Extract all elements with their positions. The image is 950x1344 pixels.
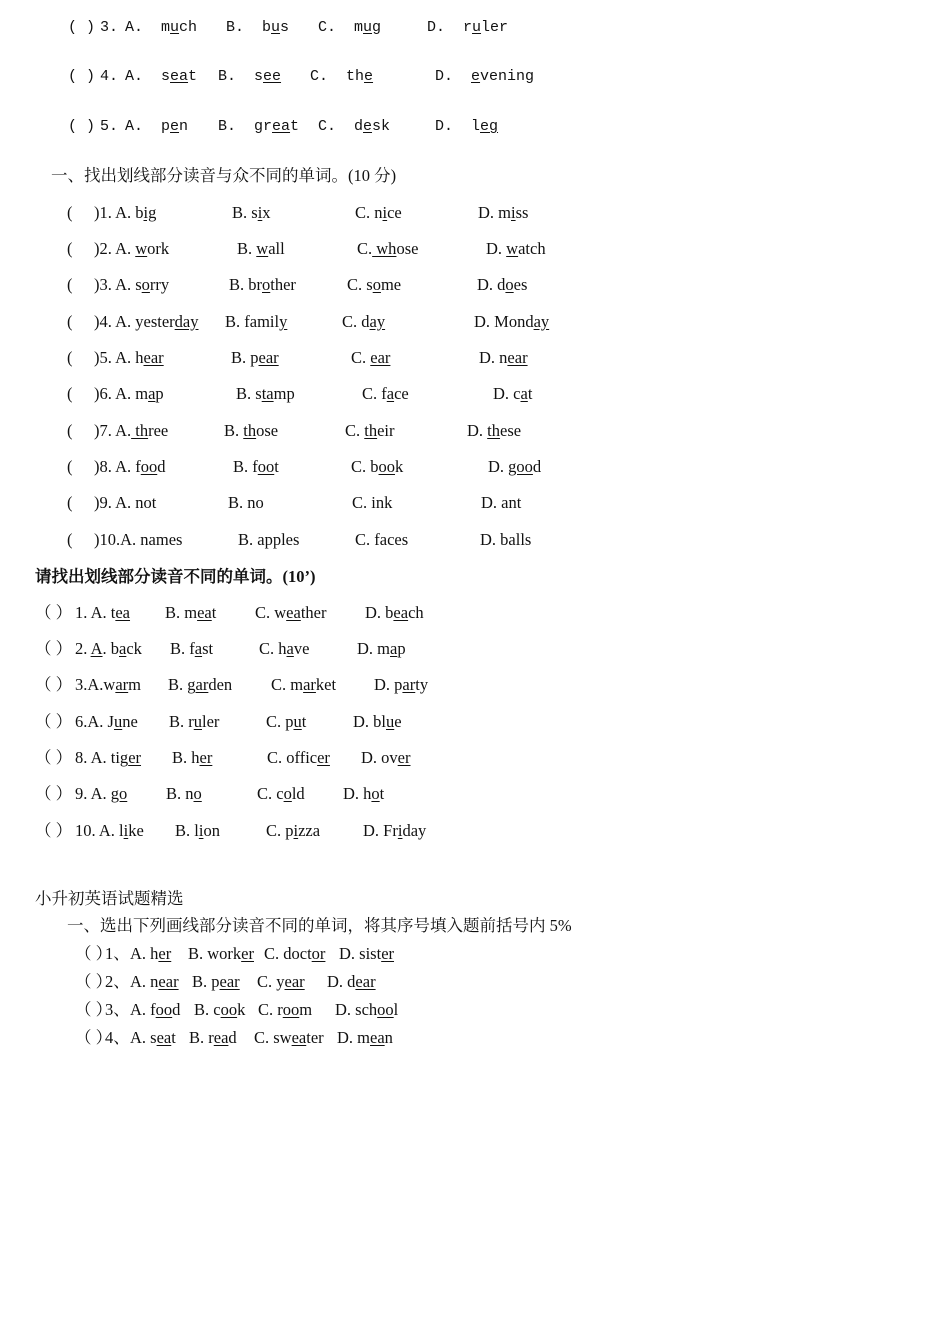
answer-bracket[interactable]: ( — [67, 384, 73, 403]
answer-bracket[interactable]: ( — [67, 203, 73, 222]
option-a: )7. A. three — [94, 421, 169, 440]
option-c: C. market — [271, 675, 337, 694]
option-c: C. face — [362, 384, 409, 403]
option-c: C. some — [347, 275, 402, 294]
option-b: B. apples — [238, 530, 300, 549]
option-b: B. six — [232, 203, 271, 222]
option-d: D. ruler — [427, 19, 509, 36]
option-c: C. nice — [355, 203, 402, 222]
option-a: A. near — [130, 972, 179, 991]
option-d: D. over — [361, 748, 411, 767]
option-a: A. food — [130, 1000, 181, 1019]
option-a: 1. A. tea — [75, 603, 131, 622]
option-d: D. blue — [353, 712, 402, 731]
option-c: C. room — [258, 1000, 313, 1019]
option-d: D. evening — [435, 68, 535, 85]
option-b: B. family — [225, 312, 288, 331]
option-b: B. no — [228, 493, 264, 512]
option-d: D. ant — [481, 493, 522, 512]
option-b: B. garden — [168, 675, 233, 694]
option-a: )8. A. food — [94, 457, 166, 476]
option-d: D. good — [488, 457, 542, 476]
answer-bracket[interactable]: （ ） — [35, 639, 73, 658]
option-c: C. their — [345, 421, 395, 440]
section-title: 一、选出下列画线部分读音不同的单词，将其序号填入题前括号内 5% — [67, 916, 572, 935]
answer-bracket[interactable]: ( ) — [68, 118, 96, 135]
option-d: D. sister — [339, 944, 395, 963]
question-number: 3、 — [105, 1000, 130, 1019]
option-a: 9. A. go — [75, 784, 128, 803]
option-d: D. party — [374, 675, 429, 694]
answer-bracket[interactable]: ( — [67, 530, 73, 549]
option-a: 2. A. back — [75, 639, 142, 658]
option-b: B. wall — [237, 239, 285, 258]
option-d: D. cat — [493, 384, 533, 403]
option-a: A. much — [125, 19, 198, 36]
question-number: 1、 — [105, 944, 130, 963]
option-a: )9. A. not — [94, 493, 157, 512]
option-c: C. mug — [318, 19, 382, 36]
option-c: C. pizza — [266, 821, 321, 840]
option-a: )2. A. work — [94, 239, 170, 258]
option-d: D. Monday — [474, 312, 550, 331]
option-d: D. watch — [486, 239, 546, 258]
answer-bracket[interactable]: （ ） — [75, 972, 113, 991]
option-b: B. read — [189, 1028, 237, 1047]
option-a: 3.A.warm — [75, 675, 142, 694]
answer-bracket[interactable]: ( — [67, 457, 73, 476]
answer-bracket[interactable]: ( — [67, 239, 73, 258]
question-number: 3. — [100, 19, 119, 36]
option-d: D. dear — [327, 972, 376, 991]
document-heading: 小升初英语试题精选 — [35, 889, 184, 908]
option-a: 6.A. June — [75, 712, 138, 731]
option-c: C. faces — [355, 530, 409, 549]
section-title: 一、找出划线部分读音与众不同的单词。(10 分) — [51, 166, 397, 185]
option-a: A. seat — [125, 68, 198, 85]
answer-bracket[interactable]: ( — [67, 421, 73, 440]
option-d: D. near — [479, 348, 528, 367]
option-c: C. year — [257, 972, 305, 991]
answer-bracket[interactable]: （ ） — [35, 748, 73, 767]
option-c: C. the — [310, 68, 374, 85]
question-number: 2、 — [105, 972, 130, 991]
answer-bracket[interactable]: ( — [67, 348, 73, 367]
option-b: B. brother — [229, 275, 296, 294]
answer-bracket[interactable]: （ ） — [35, 784, 73, 803]
option-d: D. balls — [480, 530, 532, 549]
option-a: A. seat — [130, 1028, 176, 1047]
option-a: )10.A. names — [94, 530, 183, 549]
option-b: B. fast — [170, 639, 214, 658]
option-d: D. map — [357, 639, 406, 658]
option-a: 10. A. like — [75, 821, 144, 840]
option-c: C. ink — [352, 493, 393, 512]
answer-bracket[interactable]: （ ） — [75, 1028, 113, 1047]
option-b: B. no — [166, 784, 202, 803]
option-a: )4. A. yesterday — [94, 312, 199, 331]
section-title: 请找出划线部分读音不同的单词。(10’) — [35, 567, 316, 586]
option-b: B. pear — [192, 972, 240, 991]
option-d: D. Friday — [363, 821, 427, 840]
option-d: D. mean — [337, 1028, 393, 1047]
answer-bracket[interactable]: ( — [67, 275, 73, 294]
option-a: )5. A. hear — [94, 348, 164, 367]
option-b: B. foot — [233, 457, 279, 476]
option-b: B. ruler — [169, 712, 220, 731]
option-d: D. hot — [343, 784, 385, 803]
question-number: 4. — [100, 68, 119, 85]
option-c: C. ear — [351, 348, 391, 367]
option-c: C. weather — [255, 603, 327, 622]
answer-bracket[interactable]: ( — [67, 312, 73, 331]
option-a: )1. A. big — [94, 203, 157, 222]
option-c: C. book — [351, 457, 404, 476]
option-a: A. her — [130, 944, 172, 963]
answer-bracket[interactable]: ( ) — [68, 19, 96, 36]
option-d: D. miss — [478, 203, 529, 222]
answer-bracket[interactable]: （ ） — [35, 821, 73, 840]
option-a: )3. A. sorry — [94, 275, 170, 294]
answer-bracket[interactable]: （ ） — [75, 1000, 113, 1019]
option-c: C. whose — [357, 239, 419, 258]
option-a: A. pen — [125, 118, 189, 135]
option-d: D. these — [467, 421, 522, 440]
answer-bracket[interactable]: （ ） — [35, 603, 73, 622]
option-c: C. have — [259, 639, 310, 658]
option-b: B. her — [172, 748, 213, 767]
option-c: C. officer — [267, 748, 330, 767]
option-d: D. leg — [435, 118, 499, 135]
option-b: B. bus — [226, 19, 290, 36]
option-b: B. lion — [175, 821, 220, 840]
option-b: B. stamp — [236, 384, 295, 403]
answer-bracket[interactable]: （ ） — [75, 944, 113, 963]
option-b: B. worker — [188, 944, 254, 963]
question-number: 5. — [100, 118, 119, 135]
answer-bracket[interactable]: ( — [67, 493, 73, 512]
option-a: )6. A. map — [94, 384, 164, 403]
option-d: D. does — [477, 275, 528, 294]
option-b: B. great — [218, 118, 300, 135]
option-b: B. pear — [231, 348, 279, 367]
option-d: D. school — [335, 1000, 399, 1019]
option-c: C. cold — [257, 784, 305, 803]
question-number: 4、 — [105, 1028, 130, 1047]
answer-bracket[interactable]: ( ) — [68, 68, 96, 85]
option-d: D. beach — [365, 603, 424, 622]
option-c: C. doctor — [264, 944, 326, 963]
option-c: C. sweater — [254, 1028, 324, 1047]
option-c: C. day — [342, 312, 386, 331]
answer-bracket[interactable]: （ ） — [35, 712, 73, 731]
option-c: C. put — [266, 712, 307, 731]
answer-bracket[interactable]: （ ） — [35, 675, 73, 694]
option-b: B. cook — [194, 1000, 246, 1019]
option-b: B. meat — [165, 603, 217, 622]
option-c: C. desk — [318, 118, 391, 135]
option-a: 8. A. tiger — [75, 748, 142, 767]
option-b: B. see — [218, 68, 282, 85]
option-b: B. those — [224, 421, 279, 440]
